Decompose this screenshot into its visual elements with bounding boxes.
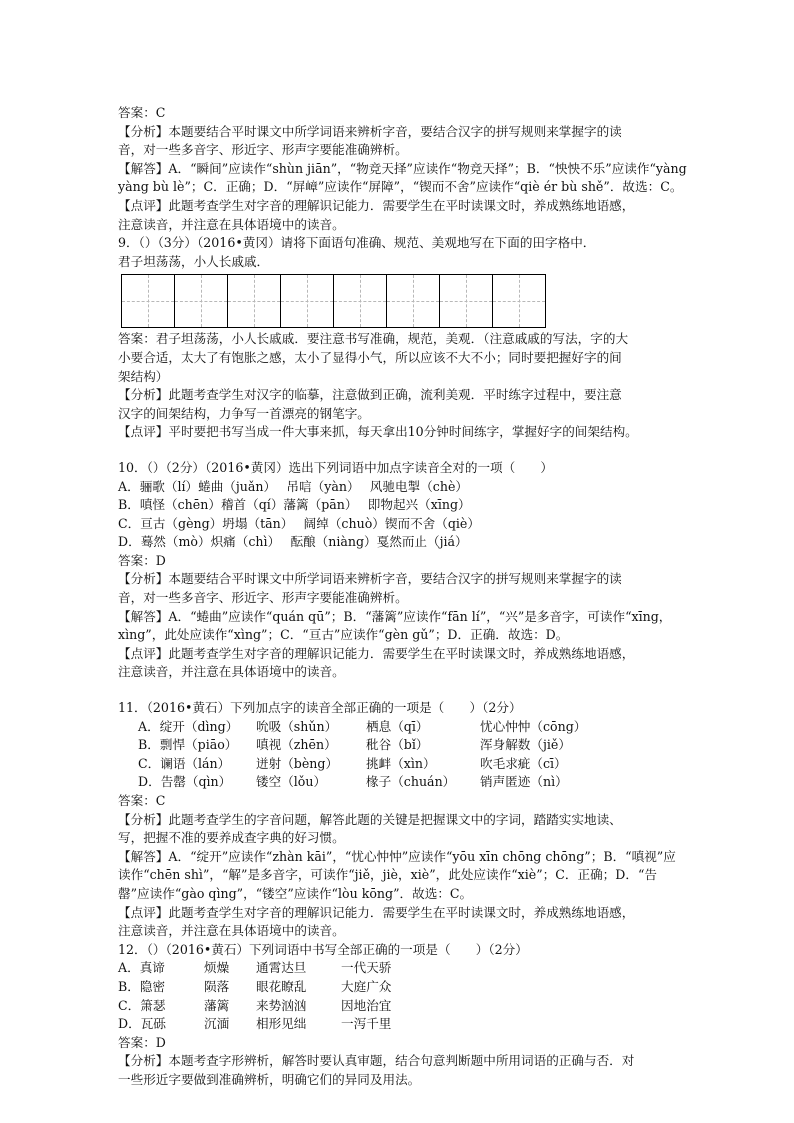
option-cell: 秕谷（bǐ） (366, 737, 429, 753)
q9-analysis-line-2: 汉字的间架结构，力争写一首漂亮的钢笔字。 (118, 405, 370, 421)
grid-cell[interactable] (492, 274, 546, 328)
option-cell: 椽子（chuán） (366, 774, 456, 790)
q11-solution-line-2: 读作“chēn shì”，“解”是多音字，可读作“jiě，jiè，xiè”，此处应读作“xiè”；C．正确；D．“告 (118, 867, 657, 883)
q11-option-c (118, 755, 694, 774)
q10-comment-line-1: 【点评】此题考查学生对字音的理解识记能力．需要学生在平时读课文时，养成熟练地语感， (118, 645, 635, 661)
option-cell: 忧心忡忡（cōng） (480, 718, 587, 734)
q12-analysis-line-2: 一些形近字要做到准确辨析，明确它们的异同及用法。 (118, 1071, 421, 1087)
option-cell: C．箫瑟 (118, 997, 166, 1013)
q9-analysis-line-1: 【分析】此题考查学生对汉字的临摹，注意做到正确，流利美观．平时练字过程中，要注意 (118, 387, 622, 403)
option-cell: 镂空（lǒu） (256, 774, 327, 790)
q12-option-c (118, 997, 694, 1016)
q10-solution-line-1: 【解答】A．“蜷曲”应读作“quán qū”；B．“藩篱”应读作“fān lí”，“兴”是多音字，可读作“xīng， (118, 608, 672, 624)
option-cell: D．瓦砾 (118, 1016, 166, 1032)
q10-comment-line-2: 注意读音，并注意在具体语境中的读音。 (118, 664, 345, 680)
q11-comment-line-1: 【点评】此题考查学生对字音的理解识记能力．需要学生在平时读课文时，养成熟练地语感， (118, 904, 635, 920)
q10-analysis-line-1: 【分析】本题要结合平时课文中所学词语来辨析字音，要结合汉字的拼写规则来掌握字的读 (118, 571, 622, 587)
q12-analysis-line-1: 【分析】本题考查字形辨析，解答时要认真审题，结合句意判断题中所用词语的正确与否．对 (118, 1053, 635, 1069)
q9-answer-line-1: 答案：君子坦荡荡，小人长戚戚．要注意书写准确，规范，美观．（注意戚戚的写法，字的大 (118, 331, 629, 347)
q10-option-c: C．亘古（gèng）坍塌（tān） 阔绰（chuò）锲而不舍（qiè） (118, 515, 480, 531)
q11-stem: 11．（2016•黄石）下列加点字的读音全部正确的一项是（ ）（2分） (118, 700, 522, 716)
q9-comment: 【点评】平时要把书写当成一件大事来抓，每天拿出10分钟时间练字，掌握好字的间架结构。 (118, 424, 638, 440)
q9-sentence: 君子坦荡荡，小人长戚戚． (118, 253, 270, 269)
q11-option-a (118, 718, 694, 737)
q11-comment-line-2: 注意读音，并注意在具体语境中的读音。 (118, 923, 345, 939)
q12-stem: 12．（）（2016•黄石）下列词语中书写全部正确的一项是（ ）（2分） (118, 941, 528, 957)
q10-analysis-line-2: 音，对一些多音字、形近字、形声字要能准确辨析。 (118, 590, 408, 606)
option-cell: 因地治宜 (341, 997, 392, 1013)
q10-option-b: B．嗔怪（chēn）稽首（qí）藩篱（pān） 即物起兴（xīng） (118, 497, 471, 513)
q12-option-b (118, 978, 694, 997)
q9-stem: 9．（）（3分）（2016•黄冈）请将下面语句准确、规范、美观地写在下面的田字格中． (118, 235, 596, 251)
grid-cell[interactable] (174, 274, 228, 328)
grid-cell[interactable] (333, 274, 387, 328)
option-cell: 吹毛求疵（cī） (480, 755, 567, 771)
q8-solution-line-2: yàng bù lè”；C．正确；D．“屏嶂”应读作“屏障”，“锲而不舍”应读作“qiè ér bù shě”．故选：C。 (118, 179, 683, 195)
option-cell: 挑衅（xìn） (366, 755, 436, 771)
option-cell: 浑身解数（jiě） (480, 737, 571, 753)
option-cell: 藩篱 (204, 997, 230, 1013)
option-cell: C．谰语（lán） (138, 755, 231, 771)
option-cell: 嗔视（zhēn） (256, 737, 337, 753)
q10-answer: 答案：D (118, 552, 166, 568)
option-cell: 销声匿迹（nì） (480, 774, 568, 790)
option-cell: 大庭广众 (341, 978, 392, 994)
q10-option-d: D．蓦然（mò）炽痛（chì） 酝酿（niàng）戛然而止（jiá） (118, 534, 468, 550)
q11-analysis-line-1: 【分析】此题考查学生的字音问题，解答此题的关键是把握课文中的字词，踏踏实实地读、 (118, 811, 622, 827)
tian-zi-grid (121, 274, 694, 328)
option-cell: 一泻千里 (341, 1016, 392, 1032)
option-cell: 栖息（qī） (366, 718, 429, 734)
q8-analysis-line-2: 音，对一些多音字、形近字、形声字要能准确辨析。 (118, 142, 408, 158)
q11-solution-line-3: 罄”应读作“gào qìng”，“镂空”应读作“lòu kōng”．故选：C。 (118, 885, 473, 901)
q8-solution-line-1: 【解答】A．“瞬间”应读作“shùn jiān”，“物竞天择”应读作“物竞天择”；B．“怏怏不乐”应读作“yàng (118, 160, 687, 176)
option-cell: 相形见绌 (256, 1016, 307, 1032)
option-cell: 来势汹汹 (256, 997, 307, 1013)
q9-answer-line-2: 小要合适，太大了有饱胀之感，太小了显得小气，所以应该不大不小；同时要把握好字的间 (118, 349, 622, 365)
q12-option-a (118, 959, 694, 978)
q12-answer: 答案：D (118, 1034, 166, 1050)
q11-option-d (118, 773, 694, 792)
q8-answer: 答案：C (118, 105, 166, 120)
grid-cell[interactable] (121, 274, 175, 328)
q8-analysis-line-1: 【分析】本题要结合平时课文中所学词语来辨析字音，要结合汉字的拼写规则来掌握字的读 (118, 123, 622, 139)
grid-cell[interactable] (227, 274, 281, 328)
option-cell: 吮吸（shǔn） (256, 718, 338, 734)
q11-solution-line-1: 【解答】A．“绽开”应读作“zhàn kāi”，“忧心忡忡”应读作“yōu xīn chōng chōng”；B．“嗔视”应 (118, 848, 676, 864)
grid-cell[interactable] (280, 274, 334, 328)
q12-option-d (118, 1015, 694, 1034)
q10-stem: 10．（）（2分）（2016•黄冈）选出下列词语中加点字读音全对的一项（ ） (118, 459, 554, 475)
option-cell: 迸射（bèng） (256, 755, 339, 771)
q11-analysis-line-2: 写，把握不准的要养成查字典的好习惯。 (118, 830, 345, 846)
option-cell: D．告罄（qìn） (138, 774, 232, 790)
grid-cell[interactable] (439, 274, 493, 328)
option-cell: A．绽开（dìng） (138, 718, 239, 734)
q11-option-b (118, 736, 694, 755)
q11-answer: 答案：C (118, 793, 166, 808)
option-cell: B．隐密 (118, 978, 166, 994)
q10-solution-line-2: xìng”，此处应读作“xìng”；C．“亘古”应读作“gèn gǔ”；D．正确．故选：D。 (118, 627, 569, 643)
q8-comment-line-2: 注意读音，并注意在具体语境中的读音。 (118, 216, 345, 232)
option-cell: 眼花瞭乱 (256, 978, 307, 994)
document-page (118, 104, 694, 1090)
grid-cell[interactable] (386, 274, 440, 328)
q10-option-a: A．骊歌（lí）蜷曲（juǎn） 吊唁（yàn） 风驰电掣（chè） (118, 478, 469, 494)
option-cell: 通霄达旦 (256, 960, 307, 976)
option-cell: 陨落 (204, 978, 230, 994)
option-cell: A．真谛 (118, 960, 165, 976)
option-cell: 沉湎 (204, 1016, 230, 1032)
option-cell: 烦燥 (204, 960, 230, 976)
option-cell: 一代天骄 (341, 960, 392, 976)
q8-comment-line-1: 【点评】此题考查学生对字音的理解识记能力．需要学生在平时读课文时，养成熟练地语感， (118, 197, 635, 213)
q9-answer-line-3: 架结构） (118, 368, 169, 384)
option-cell: B．剽悍（piāo） (138, 737, 238, 753)
